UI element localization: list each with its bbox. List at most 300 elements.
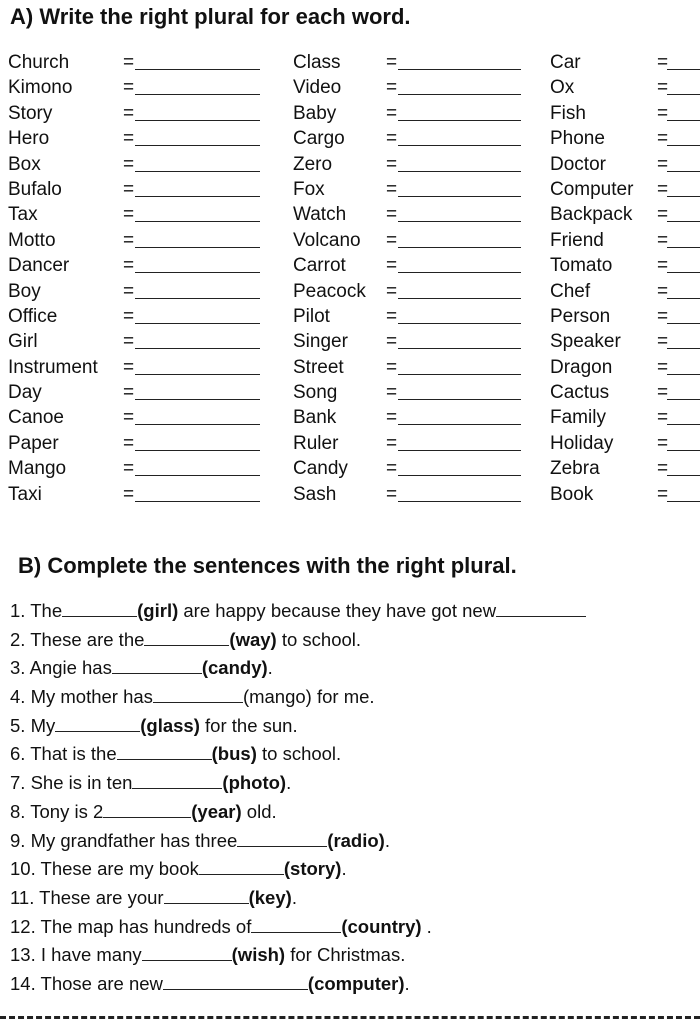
word-label: Street <box>293 356 344 378</box>
sentence-text-before: My grandfather has three <box>30 829 238 851</box>
equals-sign: = <box>657 153 669 175</box>
answer-blank[interactable] <box>135 348 260 349</box>
word-label: Fox <box>293 178 325 200</box>
hint-word: (girl) <box>137 600 179 621</box>
word-row <box>8 431 258 456</box>
answer-blank[interactable] <box>398 348 521 349</box>
word-row <box>550 228 700 253</box>
sentence-number: 6. <box>10 743 26 765</box>
equals-sign: = <box>657 331 669 353</box>
sentence-text-before: These are your <box>39 886 164 908</box>
word-label: Fish <box>550 102 586 124</box>
sentence-item <box>10 827 700 856</box>
word-row <box>8 405 258 430</box>
answer-blank[interactable] <box>667 298 700 299</box>
equals-sign: = <box>657 229 669 251</box>
equals-sign: = <box>123 128 135 150</box>
sentence-number: 13. <box>10 944 36 966</box>
word-row <box>550 126 700 151</box>
equals-sign: = <box>386 128 398 150</box>
sentence-text-after: to school. <box>276 628 362 650</box>
word-label: Boy <box>8 280 41 302</box>
equals-sign: = <box>123 280 135 302</box>
word-row <box>550 355 700 380</box>
answer-blank[interactable] <box>398 94 521 95</box>
answer-blank[interactable] <box>135 196 260 197</box>
word-row <box>293 304 543 329</box>
word-row <box>293 228 543 253</box>
equals-sign: = <box>123 255 135 277</box>
sentence-item <box>10 597 700 626</box>
answer-blank[interactable] <box>398 374 521 375</box>
answer-blank[interactable] <box>398 171 521 172</box>
answer-blank[interactable] <box>398 272 521 273</box>
word-label: Taxi <box>8 483 42 505</box>
word-row <box>293 50 543 75</box>
equals-sign: = <box>123 102 135 124</box>
answer-blank[interactable] <box>398 399 521 400</box>
word-row <box>293 152 543 177</box>
equals-sign: = <box>123 77 135 99</box>
word-label: Car <box>550 52 581 73</box>
answer-blank[interactable] <box>103 816 191 818</box>
equals-sign: = <box>657 255 669 277</box>
answer-blank[interactable] <box>135 424 260 425</box>
hint-word: (bus) <box>211 743 257 765</box>
word-row <box>550 380 700 405</box>
word-label: Day <box>8 382 42 404</box>
answer-blank[interactable] <box>398 247 521 248</box>
word-row <box>293 75 543 100</box>
equals-sign: = <box>386 305 398 327</box>
word-column-2 <box>293 50 543 507</box>
word-label: Carrot <box>293 255 346 277</box>
equals-sign: = <box>386 432 398 454</box>
word-row <box>8 126 258 151</box>
answer-blank[interactable] <box>667 171 700 172</box>
answer-blank[interactable] <box>135 120 260 121</box>
word-row <box>8 253 258 278</box>
sentence-item <box>10 884 700 913</box>
hint-word: (photo) <box>222 772 287 794</box>
answer-blank[interactable] <box>667 399 700 400</box>
word-label: Ox <box>550 77 575 99</box>
equals-sign: = <box>123 483 135 505</box>
answer-blank[interactable] <box>135 374 260 375</box>
equals-sign: = <box>657 102 669 124</box>
sentence-item <box>10 769 700 798</box>
word-label: Zebra <box>550 458 600 480</box>
equals-sign: = <box>386 77 398 99</box>
word-row <box>8 456 258 481</box>
word-label: Peacock <box>293 280 366 302</box>
word-label: Dragon <box>550 356 613 378</box>
answer-blank[interactable] <box>667 196 700 197</box>
answer-blank[interactable] <box>667 374 700 375</box>
word-row <box>8 152 258 177</box>
equals-sign: = <box>657 204 669 226</box>
answer-blank[interactable] <box>398 69 521 70</box>
sentence-text-before: These are my book <box>40 858 199 880</box>
word-column-1 <box>8 50 258 507</box>
word-label: Tomato <box>550 255 613 277</box>
hint-word: (candy) <box>201 657 268 679</box>
word-label: Canoe <box>8 407 64 429</box>
word-row <box>293 126 543 151</box>
answer-blank[interactable] <box>667 323 700 324</box>
sentence-item <box>10 740 700 769</box>
word-label: Pilot <box>293 305 330 327</box>
word-label: Person <box>550 305 611 327</box>
equals-sign: = <box>386 255 398 277</box>
word-label: Sash <box>293 483 337 505</box>
sentence-number: 9. <box>10 829 26 851</box>
sentence-number: 4. <box>10 686 26 708</box>
answer-blank[interactable] <box>135 399 260 400</box>
word-label: Office <box>8 305 58 327</box>
word-label: Instrument <box>8 356 98 378</box>
answer-blank[interactable] <box>667 221 700 222</box>
hint-word: (story) <box>283 858 342 880</box>
word-row <box>293 456 543 481</box>
equals-sign: = <box>123 229 135 251</box>
word-row <box>8 75 258 100</box>
answer-blank[interactable] <box>142 959 232 961</box>
section-b-title: B) Complete the sentences with the right plural. <box>18 553 517 578</box>
word-row <box>550 431 700 456</box>
equals-sign: = <box>123 204 135 226</box>
word-row <box>293 202 543 227</box>
word-row <box>550 101 700 126</box>
hint-word: (mango) <box>242 686 312 708</box>
word-row <box>550 456 700 481</box>
answer-blank[interactable] <box>398 221 521 222</box>
answer-blank[interactable] <box>667 145 700 146</box>
word-row <box>550 405 700 430</box>
sentence-text-after: . <box>404 972 410 994</box>
equals-sign: = <box>657 407 669 429</box>
word-row <box>8 380 258 405</box>
sentence-text-before: I have many <box>40 944 142 966</box>
equals-sign: = <box>386 356 398 378</box>
word-row <box>550 329 700 354</box>
answer-blank[interactable] <box>135 272 260 273</box>
answer-blank[interactable] <box>398 450 521 451</box>
word-label: Candy <box>293 458 348 480</box>
answer-blank[interactable] <box>667 501 700 502</box>
word-label: Chef <box>550 280 591 302</box>
equals-sign: = <box>657 305 669 327</box>
sentence-text-after: . <box>421 915 432 937</box>
word-label: Friend <box>550 229 604 251</box>
word-label: Class <box>293 52 341 73</box>
answer-blank[interactable] <box>135 247 260 248</box>
word-label: Mango <box>8 458 67 480</box>
answer-blank[interactable] <box>135 171 260 172</box>
word-label: Singer <box>293 331 348 353</box>
equals-sign: = <box>386 204 398 226</box>
word-label: Phone <box>550 128 605 150</box>
equals-sign: = <box>657 432 669 454</box>
word-label: Story <box>8 102 53 124</box>
word-row <box>550 304 700 329</box>
equals-sign: = <box>657 458 669 480</box>
sentence-text-after: . <box>291 886 297 908</box>
answer-blank[interactable] <box>163 988 308 990</box>
answer-blank[interactable] <box>135 298 260 299</box>
hint-word: (computer) <box>307 972 405 994</box>
word-label: Dancer <box>8 255 70 277</box>
word-row <box>550 75 700 100</box>
word-row <box>550 482 700 507</box>
sentence-text-after: . <box>286 772 292 794</box>
hint-word: (radio) <box>327 829 385 851</box>
answer-blank[interactable] <box>112 672 202 674</box>
answer-blank[interactable] <box>251 931 341 933</box>
word-label: Speaker <box>550 331 621 353</box>
sentence-text-before: These are the <box>30 628 145 650</box>
equals-sign: = <box>123 52 135 73</box>
word-label: Family <box>550 407 606 429</box>
answer-blank[interactable] <box>398 475 521 476</box>
sentence-text-after: . <box>267 657 273 679</box>
word-row <box>8 482 258 507</box>
hint-word: (way) <box>229 628 277 650</box>
sentence-item <box>10 941 700 970</box>
word-label: Girl <box>8 331 38 353</box>
equals-sign: = <box>386 153 398 175</box>
equals-sign: = <box>123 305 135 327</box>
sentence-text-after: . <box>341 858 347 880</box>
sentence-text-before: She is in ten <box>30 772 133 794</box>
hint-word: (wish) <box>231 944 286 966</box>
sentence-number: 14. <box>10 972 36 994</box>
answer-blank[interactable] <box>144 644 229 646</box>
word-label: Hero <box>8 128 50 150</box>
word-row <box>293 177 543 202</box>
word-row <box>8 304 258 329</box>
equals-sign: = <box>123 178 135 200</box>
word-row <box>8 355 258 380</box>
answer-blank[interactable] <box>237 845 327 847</box>
equals-sign: = <box>123 458 135 480</box>
answer-blank[interactable] <box>667 94 700 95</box>
sentence-item <box>10 712 700 741</box>
answer-blank[interactable] <box>135 323 260 324</box>
answer-blank[interactable] <box>55 730 140 732</box>
word-label: Video <box>293 77 342 99</box>
equals-sign: = <box>386 483 398 505</box>
answer-blank[interactable] <box>135 475 260 476</box>
word-label: Watch <box>293 204 347 226</box>
equals-sign: = <box>386 229 398 251</box>
word-row <box>293 101 543 126</box>
equals-sign: = <box>386 407 398 429</box>
word-label: Kimono <box>8 77 73 99</box>
sentence-number: 1. <box>10 600 26 621</box>
word-label: Song <box>293 382 338 404</box>
answer-blank[interactable] <box>135 145 260 146</box>
word-row <box>293 380 543 405</box>
sentence-number: 10. <box>10 858 36 880</box>
hint-word: (year) <box>191 800 242 822</box>
word-row <box>8 202 258 227</box>
equals-sign: = <box>386 458 398 480</box>
sentence-number: 7. <box>10 772 26 794</box>
equals-sign: = <box>386 382 398 404</box>
word-label: Backpack <box>550 204 633 226</box>
sentence-text-before: The map has hundreds of <box>40 915 252 937</box>
word-row <box>550 50 700 75</box>
answer-blank[interactable] <box>135 501 260 502</box>
answer-blank[interactable] <box>164 902 249 904</box>
word-row <box>293 253 543 278</box>
answer-blank[interactable] <box>667 247 700 248</box>
answer-blank[interactable] <box>496 615 586 617</box>
word-label: Tax <box>8 204 38 226</box>
word-label: Holiday <box>550 432 614 454</box>
answer-blank[interactable] <box>667 272 700 273</box>
word-label: Cactus <box>550 382 610 404</box>
sentence-text-before: Tony is 2 <box>30 800 104 822</box>
word-label: Volcano <box>293 229 361 251</box>
answer-blank[interactable] <box>398 424 521 425</box>
sentence-text-after: for me. <box>311 686 375 708</box>
hint-word: (country) <box>341 915 422 937</box>
sentence-item <box>10 798 700 827</box>
sentence-number: 5. <box>10 714 26 736</box>
sentence-text-after: . <box>384 829 390 851</box>
answer-blank[interactable] <box>117 758 212 760</box>
word-label: Cargo <box>293 128 345 150</box>
equals-sign: = <box>657 77 669 99</box>
word-row <box>8 329 258 354</box>
word-label: Paper <box>8 432 59 454</box>
sentence-text-after: to school. <box>256 743 342 765</box>
sentence-list <box>10 597 700 999</box>
equals-sign: = <box>386 331 398 353</box>
equals-sign: = <box>123 331 135 353</box>
answer-blank[interactable] <box>132 787 222 789</box>
answer-blank[interactable] <box>135 450 260 451</box>
answer-blank[interactable] <box>667 69 700 70</box>
answer-blank[interactable] <box>398 145 521 146</box>
answer-blank[interactable] <box>398 501 521 502</box>
answer-blank[interactable] <box>667 424 700 425</box>
word-row <box>293 431 543 456</box>
equals-sign: = <box>657 382 669 404</box>
equals-sign: = <box>386 280 398 302</box>
answer-blank[interactable] <box>62 615 137 617</box>
equals-sign: = <box>123 407 135 429</box>
hint-word: (glass) <box>140 714 200 736</box>
word-label: Church <box>8 52 70 73</box>
section-a-title: A) Write the right plural for each word. <box>10 4 411 29</box>
answer-blank[interactable] <box>667 348 700 349</box>
equals-sign: = <box>657 52 669 73</box>
answer-blank[interactable] <box>199 873 284 875</box>
equals-sign: = <box>657 356 669 378</box>
sentence-number: 2. <box>10 628 26 650</box>
sentence-number: 3. <box>10 657 26 679</box>
word-column-3 <box>550 50 700 507</box>
word-row <box>8 50 258 75</box>
word-row <box>293 279 543 304</box>
sentence-item <box>10 654 700 683</box>
word-label: Box <box>8 153 41 175</box>
equals-sign: = <box>123 382 135 404</box>
sentence-item <box>10 683 700 712</box>
sentence-text-before: Those are new <box>40 972 163 994</box>
word-label: Motto <box>8 229 56 251</box>
sentence-text-before: My <box>30 714 56 736</box>
word-row <box>550 177 700 202</box>
sentence-number: 8. <box>10 800 26 822</box>
word-row <box>293 355 543 380</box>
word-label: Book <box>550 483 594 505</box>
word-label: Computer <box>550 178 634 200</box>
answer-blank[interactable] <box>398 120 521 121</box>
answer-blank[interactable] <box>667 450 700 451</box>
sentence-text-after: old. <box>241 800 277 822</box>
answer-blank[interactable] <box>153 701 243 703</box>
equals-sign: = <box>386 178 398 200</box>
sentence-item <box>10 970 700 999</box>
sentence-item <box>10 913 700 942</box>
sentence-number: 12. <box>10 915 36 937</box>
answer-blank[interactable] <box>398 323 521 324</box>
word-row <box>550 152 700 177</box>
answer-blank[interactable] <box>398 298 521 299</box>
word-row <box>293 405 543 430</box>
sentence-text-before: Angie has <box>29 657 112 679</box>
answer-blank[interactable] <box>398 196 521 197</box>
answer-blank[interactable] <box>667 475 700 476</box>
word-label: Zero <box>293 153 333 175</box>
word-row <box>550 279 700 304</box>
sentence-text-before: That is the <box>30 743 117 765</box>
word-label: Ruler <box>293 432 339 454</box>
word-row <box>550 202 700 227</box>
word-label: Doctor <box>550 153 606 175</box>
sentence-text-before: The <box>30 600 63 621</box>
word-row <box>8 101 258 126</box>
equals-sign: = <box>123 432 135 454</box>
answer-blank[interactable] <box>135 221 260 222</box>
equals-sign: = <box>657 178 669 200</box>
equals-sign: = <box>123 153 135 175</box>
equals-sign: = <box>386 102 398 124</box>
word-row <box>8 228 258 253</box>
cut-line-divider <box>0 1016 700 1019</box>
sentence-text-before: My mother has <box>30 686 153 708</box>
sentence-text-after: for the sun. <box>199 714 298 736</box>
sentence-item <box>10 626 700 655</box>
answer-blank[interactable] <box>135 69 260 70</box>
word-label: Bufalo <box>8 178 62 200</box>
word-row <box>8 177 258 202</box>
answer-blank[interactable] <box>667 120 700 121</box>
word-row <box>293 329 543 354</box>
word-label: Bank <box>293 407 337 429</box>
word-label: Baby <box>293 102 337 124</box>
word-row <box>550 253 700 278</box>
answer-blank[interactable] <box>135 94 260 95</box>
sentence-number: 11. <box>10 886 35 908</box>
word-row <box>8 279 258 304</box>
equals-sign: = <box>657 483 669 505</box>
hint-word: (key) <box>248 886 292 908</box>
